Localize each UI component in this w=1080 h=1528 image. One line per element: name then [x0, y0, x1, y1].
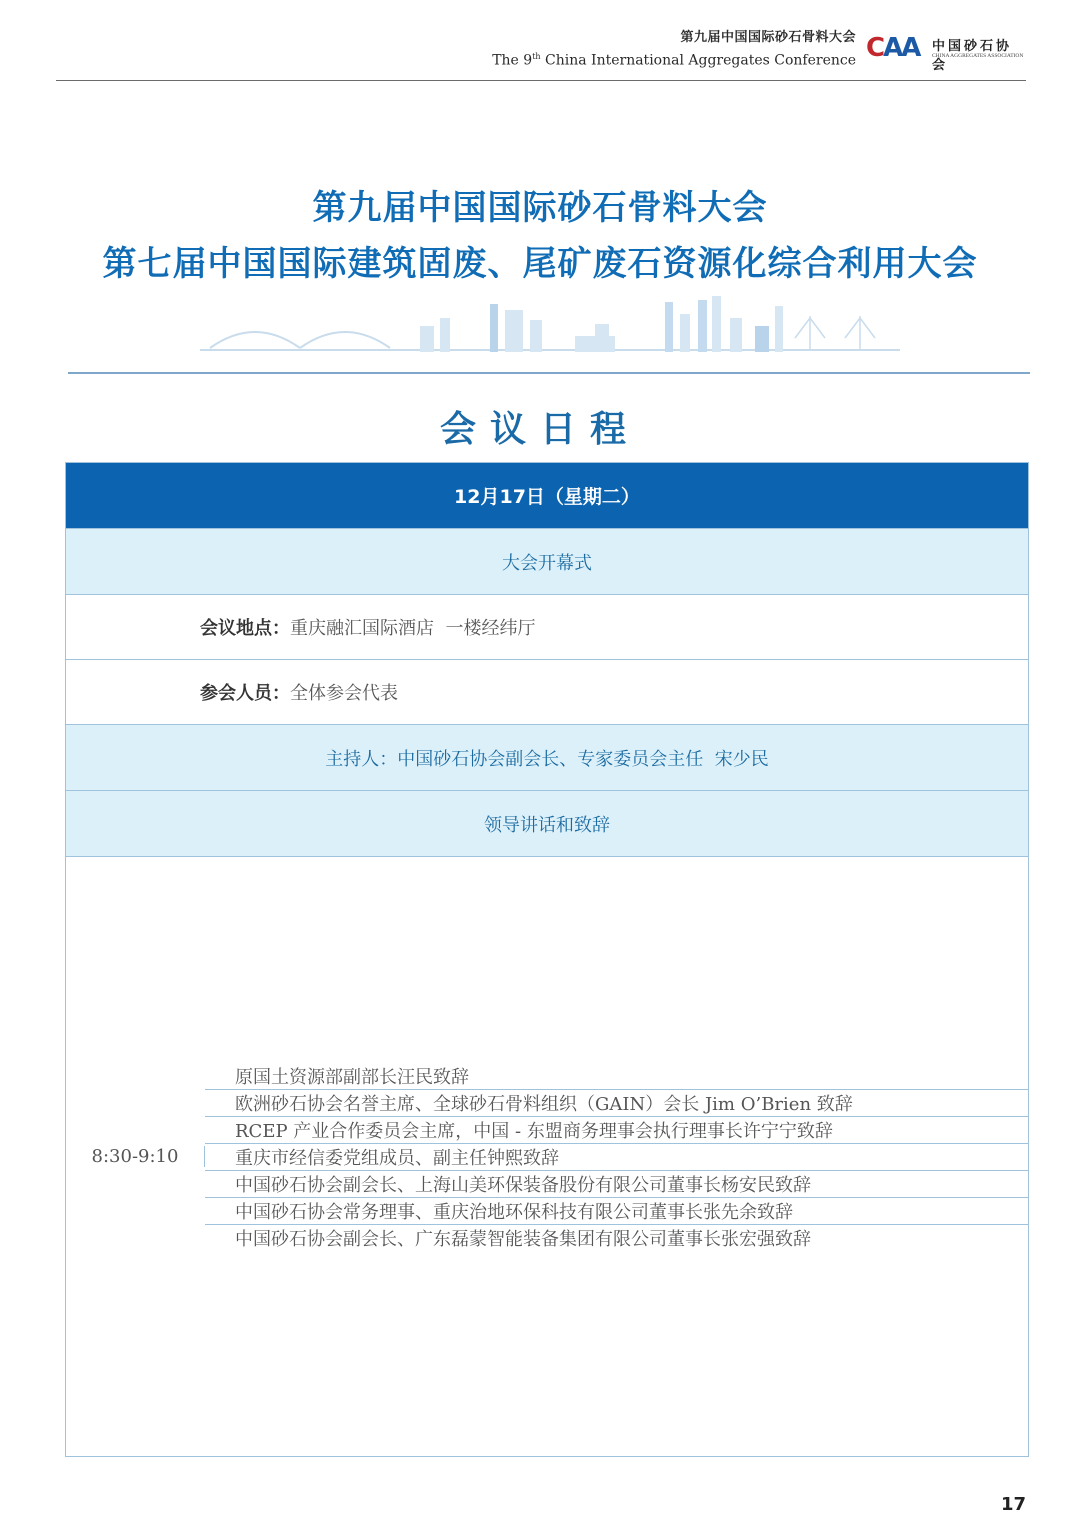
logo-text-en: CHINA AGGREGATES ASSOCIATION: [932, 53, 1024, 59]
agenda-item: 欧洲砂石协会名誉主席、全球砂石骨料组织（GAIN）会长 Jim O’Brien 致辞: [205, 1090, 1028, 1117]
header-title-en: The 9th China International Aggregates Conference: [492, 52, 856, 69]
agenda-item: 中国砂石协会常务理事、重庆治地环保科技有限公司董事长张先余致辞: [205, 1198, 1028, 1225]
location-value: 重庆融汇国际酒店 一楼经纬厅: [290, 618, 536, 639]
agenda-item: 重庆市经信委党组成员、副主任钟熙致辞: [205, 1144, 1028, 1171]
header-title-cn: 第九届中国国际砂石骨料大会: [680, 30, 856, 45]
section-title: 会议日程: [439, 409, 640, 450]
agenda-block: [66, 857, 1028, 1456]
host-row: 主持人：中国砂石协会副会长、专家委员会主任 宋少民: [66, 725, 1028, 791]
caa-logo: [866, 33, 1026, 73]
logo-text-cn: 中国砂石协会: [932, 39, 1013, 73]
agenda-item: 中国砂石协会副会长、广东磊蒙智能装备集团有限公司董事长张宏强致辞: [235, 1228, 811, 1250]
segment-row: 领导讲话和致辞: [66, 791, 1028, 857]
title-divider: [68, 372, 1030, 374]
time-slot: 8:30-9:10: [66, 1146, 205, 1167]
agenda-items: [205, 1063, 1028, 1251]
agenda-item: 原国土资源部副部长汪民致辞: [205, 1063, 1028, 1090]
location-label: 会议地点：: [200, 618, 290, 639]
attendees-row: [66, 660, 1028, 725]
header-conference-title: [492, 28, 856, 71]
agenda-item: RCEP 产业合作委员会主席，中国 - 东盟商务理事会执行理事长许宁宁致辞: [205, 1117, 1028, 1144]
attendees-value: 全体参会代表: [290, 683, 398, 704]
location-row: [66, 595, 1028, 660]
date-header: 12月17日（星期二）: [66, 463, 1028, 529]
page-number: 17: [1000, 1494, 1026, 1515]
conference-title-2: 第七届中国国际建筑固废、尾矿废石资源化综合利用大会: [102, 244, 978, 284]
attendees-label: 参会人员：: [200, 683, 290, 704]
city-skyline-icon: [200, 296, 900, 366]
schedule-table: [65, 462, 1029, 1457]
page-header: [56, 0, 1026, 81]
session-name: 大会开幕式: [66, 529, 1028, 595]
conference-title-1: 第九届中国国际砂石骨料大会: [312, 188, 768, 228]
agenda-item: 中国砂石协会副会长、上海山美环保装备股份有限公司董事长杨安民致辞: [205, 1171, 1028, 1198]
caa-logo-icon: CAA: [866, 33, 920, 63]
conference-titles: [0, 180, 1080, 292]
